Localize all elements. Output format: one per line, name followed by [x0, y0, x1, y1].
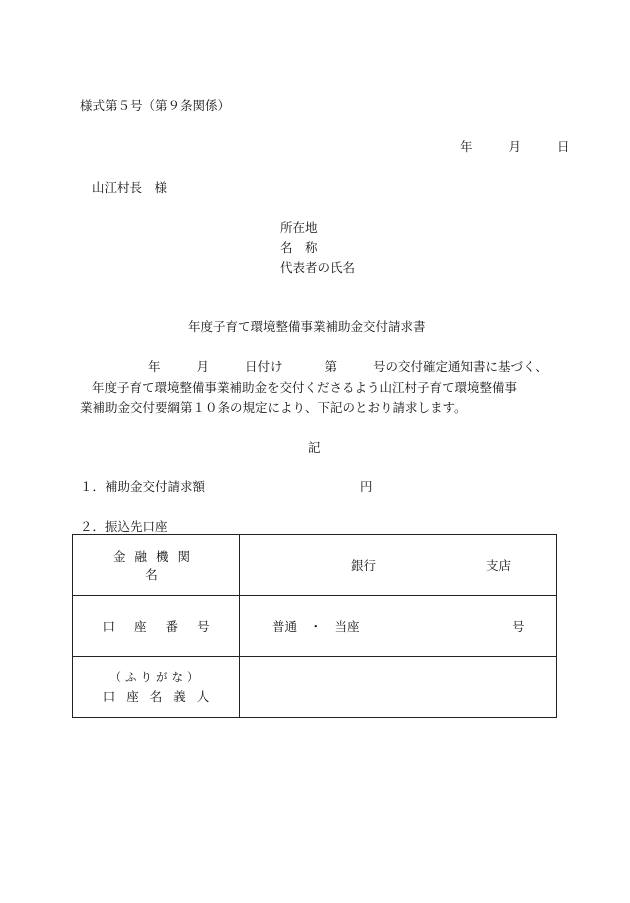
body-line-1: [148, 357, 548, 375]
form-number: 様式第５号（第９条関係）: [80, 98, 231, 113]
account-number-row: [73, 596, 557, 657]
bank-name-label-text: 金融機関名: [112, 549, 199, 582]
document-title: 年度子育て環境整備事業補助金交付請求書: [188, 319, 426, 334]
item2-label: ２．振込先口座: [80, 519, 168, 534]
body-dai-label: 第: [324, 359, 337, 374]
bank-account-table: [72, 534, 557, 718]
bank-suffix: 銀行: [351, 558, 377, 573]
representative-label: 代表者の氏名: [280, 260, 356, 275]
furigana-label: （ふりがな）: [109, 670, 203, 684]
account-holder-row: [73, 657, 557, 718]
body-line-2: 年度子育て環境整備事業補助金を交付くださるよう山江村子育て環境整備事: [92, 380, 518, 395]
date-line: [460, 137, 569, 155]
address-label: 所在地: [280, 220, 318, 235]
body-date-label: 日付け: [244, 359, 283, 374]
account-holder-value[interactable]: [240, 657, 557, 718]
addressee: 山江村長 様: [92, 180, 168, 195]
ki-mark: 記: [308, 440, 321, 455]
bank-row: [73, 535, 557, 596]
name-label: 名 称: [280, 240, 318, 255]
account-holder-label: 口座名義人: [102, 689, 221, 704]
body-year-label: 年: [148, 359, 161, 374]
body-line-3: 業補助金交付要綱第１０条の規定により、下記のとおり請求します。: [80, 400, 467, 415]
date-year-label: 年: [460, 139, 473, 154]
branch-suffix: 支店: [486, 558, 512, 573]
account-number-suffix: 号: [512, 619, 525, 634]
account-type: 普通 ・ 当座: [272, 619, 360, 634]
item1-label: １．補助金交付請求額: [80, 479, 206, 494]
date-day-label: 日: [556, 139, 570, 154]
item1-unit: 円: [360, 479, 373, 494]
date-month-label: 月: [508, 139, 521, 154]
account-number-label: 口座番号: [102, 619, 229, 634]
body-month-label: 月: [196, 359, 209, 374]
bank-name-label: [104, 547, 208, 583]
body-line1-rest: 号の交付確定通知書に基づく、: [372, 359, 548, 374]
